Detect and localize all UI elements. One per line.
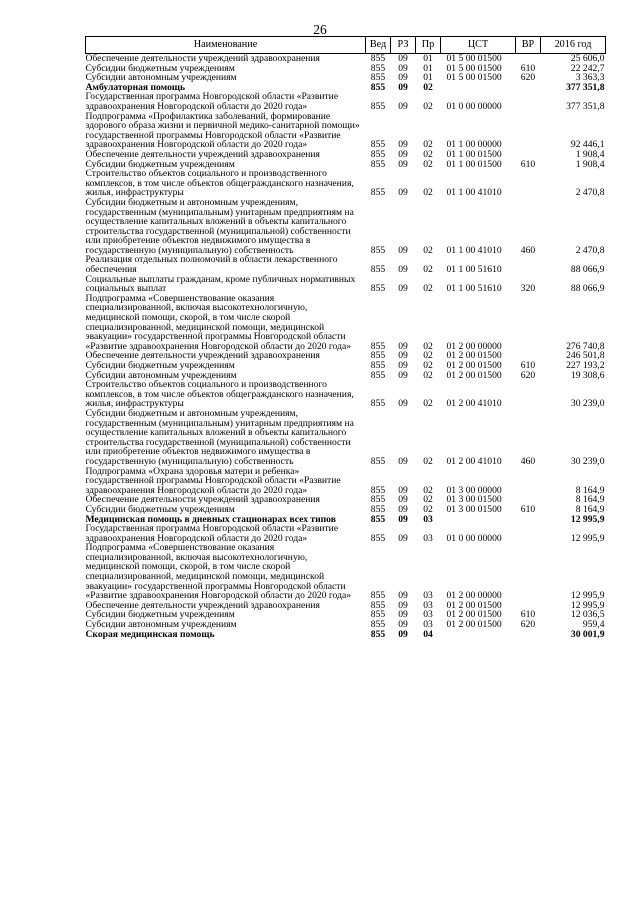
cell-ved: 855 bbox=[370, 513, 386, 525]
cell-vr: 620 bbox=[520, 72, 536, 84]
cell-pr: 02 bbox=[423, 158, 433, 170]
cell-sum: 276 740,8 bbox=[566, 340, 605, 352]
cell-cst: 01 5 00 01500 bbox=[446, 72, 502, 84]
cell-name: Подпрограмма «Совершенствование оказания специализированной, включая высокотехнологичную, медицинской помощи, скорой, в том числе скорой специализированной, медицинской помощи, медицинской эвакуации» государственной программы Новгородской области «Развитие здравоохранения Новгородской области до 2020 года» bbox=[85, 292, 352, 352]
cell-name: Подпрограмма «Совершенствование оказания специализированной, включая высокотехнологичную, медицинской помощи, скорой, в том числе скорой специализированной, медицинской помощи, медицинской эвакуации» государственной программы Новгородской области «Развитие здравоохранения Новгородской области до 2020 года» bbox=[85, 542, 352, 602]
cell-pr: 03 bbox=[423, 532, 433, 544]
cell-vr bbox=[516, 294, 541, 352]
cell-vr: 460 bbox=[520, 244, 536, 256]
cell-pr: 02 bbox=[423, 148, 433, 160]
cell-ved: 855 bbox=[370, 455, 386, 467]
cell-name: Субсидии бюджетным учреждениям bbox=[85, 62, 235, 74]
cell-pr: 03 bbox=[423, 619, 433, 631]
cell-vr bbox=[516, 112, 541, 150]
cell-pr: 03 bbox=[423, 599, 433, 611]
cell-sum: 12 995,9 bbox=[570, 590, 605, 602]
cell-rz: 09 bbox=[398, 609, 408, 621]
cell-ved: 855 bbox=[370, 369, 386, 381]
cell-rz: 09 bbox=[398, 340, 408, 352]
cell-rz: 09 bbox=[398, 264, 408, 276]
cell-rz: 09 bbox=[398, 398, 408, 410]
table-header-row bbox=[86, 37, 606, 54]
cell-name: Субсидии бюджетным и автономным учреждениям, государственным (муниципальным) унитарным предприятиям на осуществление капитальных вложений в объекты капитального строительства государственной (муниципальной) собственности или приобретение объектов недвижимого имущества в государственную (муниципальную) собственность bbox=[85, 196, 354, 256]
cell-ved: 855 bbox=[370, 148, 386, 160]
cell-sum: 30 001,9 bbox=[570, 628, 605, 640]
cell-name: Строительство объектов социального и производственного комплексов, в том числе объектов общегражданского назначения, жилья, инфраструктуры bbox=[85, 168, 354, 199]
cell-ved: 855 bbox=[370, 360, 386, 371]
cell-name: Субсидии автономным учреждениям bbox=[85, 369, 237, 381]
cell-sum: 2 470,8 bbox=[575, 244, 605, 256]
cell-name: Социальные выплаты гражданам, кроме публичных нормативных социальных выплат bbox=[85, 273, 356, 295]
cell-rz: 09 bbox=[398, 599, 408, 611]
cell-sum: 92 446,1 bbox=[570, 139, 605, 151]
table-row bbox=[86, 409, 606, 467]
cell-name: Обеспечение деятельности учреждений здравоохранения bbox=[85, 599, 320, 611]
cell-vr bbox=[516, 92, 541, 111]
cell-sum: 246 501,8 bbox=[566, 350, 605, 362]
cell-rz: 09 bbox=[398, 484, 408, 496]
cell-name: Субсидии бюджетным учреждениям bbox=[85, 158, 235, 170]
cell-rz: 09 bbox=[398, 244, 408, 256]
cell-ved: 855 bbox=[370, 340, 386, 352]
cell-rz: 09 bbox=[398, 513, 408, 525]
cell-cst: 01 1 00 51610 bbox=[446, 283, 502, 295]
cell-cst: 01 2 00 01500 bbox=[446, 609, 502, 621]
cell-cst: 01 3 00 01500 bbox=[446, 494, 502, 506]
cell-rz: 09 bbox=[398, 100, 408, 112]
cell-pr: 02 bbox=[423, 484, 433, 496]
cell-ved: 855 bbox=[370, 503, 386, 515]
cell-ved: 855 bbox=[370, 187, 386, 199]
cell-cst: 01 2 00 00000 bbox=[446, 590, 502, 602]
cell-sum: 25 606,0 bbox=[570, 53, 605, 64]
cell-sum: 19 308,6 bbox=[570, 369, 605, 381]
cell-sum: 1 908,4 bbox=[575, 158, 605, 170]
cell-name: Подпрограмма «Профилактика заболеваний, формирование здорового образа жизни и первичной медико-санитарной помощи» государственной программы Новгородской области «Развитие здравоохранения Новгородской области до 2020 года» bbox=[85, 110, 360, 151]
cell-ved: 855 bbox=[370, 628, 386, 640]
cell-vr bbox=[516, 83, 541, 93]
cell-cst: 01 1 00 41010 bbox=[446, 244, 502, 256]
cell-name: Государственная программа Новгородской области «Развитие здравоохранения Новгородской области до 2020 года» bbox=[85, 523, 339, 544]
cell-name: Строительство объектов социального и производственного комплексов, в том числе объектов общегражданского назначения, жилья, инфраструктуры bbox=[85, 379, 354, 410]
cell-cst: 01 3 00 00000 bbox=[446, 484, 502, 496]
cell-name: Субсидии бюджетным учреждениям bbox=[85, 609, 235, 621]
cell-pr: 02 bbox=[423, 360, 433, 371]
cell-pr: 02 bbox=[423, 494, 433, 506]
cell-sum: 12 995,9 bbox=[570, 532, 605, 544]
cell-vr: 610 bbox=[520, 609, 536, 621]
cell-cst: 01 2 00 41010 bbox=[446, 455, 502, 467]
cell-rz: 09 bbox=[398, 369, 408, 381]
cell-name: Амбулаторная помощь bbox=[85, 81, 186, 93]
table-body bbox=[86, 54, 606, 640]
cell-ved: 855 bbox=[370, 244, 386, 256]
cell-name: Медицинская помощь в дневных стационарах всех типов bbox=[85, 513, 336, 525]
cell-sum: 22 242,7 bbox=[570, 62, 605, 74]
column-header-ved: Вед bbox=[366, 37, 391, 54]
cell-ved: 855 bbox=[370, 619, 386, 631]
page-number: 26 bbox=[313, 22, 327, 37]
cell-ved: 855 bbox=[370, 158, 386, 170]
cell-vr: 610 bbox=[520, 62, 536, 74]
cell-ved: 855 bbox=[370, 62, 386, 74]
cell-name: Субсидии автономным учреждениям bbox=[85, 72, 237, 84]
cell-rz: 09 bbox=[398, 72, 408, 84]
cell-vr bbox=[516, 255, 541, 274]
cell-rz: 09 bbox=[398, 53, 408, 64]
cell-cst: 01 1 00 01500 bbox=[446, 148, 502, 160]
cell-cst: 01 2 00 01500 bbox=[446, 350, 502, 362]
cell-pr: 02 bbox=[423, 81, 433, 93]
cell-pr: 02 bbox=[423, 139, 433, 151]
cell-cst bbox=[441, 83, 516, 93]
cell-vr: 610 bbox=[520, 503, 536, 515]
column-header-pr: Пр bbox=[416, 37, 441, 54]
cell-cst bbox=[441, 515, 516, 525]
cell-pr: 02 bbox=[423, 187, 433, 199]
cell-sum: 30 239,0 bbox=[570, 455, 605, 467]
cell-rz: 09 bbox=[398, 360, 408, 371]
cell-vr: 460 bbox=[520, 455, 536, 467]
cell-sum: 12 995,9 bbox=[570, 599, 605, 611]
cell-pr: 04 bbox=[423, 628, 433, 640]
column-header-rz: РЗ bbox=[391, 37, 416, 54]
cell-sum: 12 036,5 bbox=[570, 609, 605, 621]
cell-rz: 09 bbox=[398, 62, 408, 74]
cell-pr: 02 bbox=[423, 100, 433, 112]
cell-vr bbox=[516, 515, 541, 525]
cell-rz: 09 bbox=[398, 81, 408, 93]
cell-pr: 02 bbox=[423, 455, 433, 467]
cell-vr: 620 bbox=[520, 369, 536, 381]
cell-rz: 09 bbox=[398, 494, 408, 506]
cell-rz: 09 bbox=[398, 619, 408, 631]
cell-ved: 855 bbox=[370, 283, 386, 295]
table-row bbox=[86, 169, 606, 198]
table-row bbox=[86, 294, 606, 352]
cell-ved: 855 bbox=[370, 599, 386, 611]
cell-sum: 377 351,8 bbox=[566, 100, 605, 112]
cell-ved: 855 bbox=[370, 139, 386, 151]
cell-cst: 01 1 00 41010 bbox=[446, 187, 502, 199]
cell-pr: 02 bbox=[423, 503, 433, 515]
cell-rz: 09 bbox=[398, 455, 408, 467]
cell-vr bbox=[516, 630, 541, 640]
cell-sum: 88 066,9 bbox=[570, 283, 605, 295]
cell-sum: 1 908,4 bbox=[575, 148, 605, 160]
cell-cst: 01 2 00 01500 bbox=[446, 599, 502, 611]
budget-table bbox=[85, 36, 606, 639]
table-row bbox=[86, 198, 606, 256]
cell-cst: 01 5 00 01500 bbox=[446, 62, 502, 74]
cell-cst: 01 2 00 01500 bbox=[446, 619, 502, 631]
cell-sum: 30 239,0 bbox=[570, 398, 605, 410]
cell-pr: 02 bbox=[423, 350, 433, 362]
cell-pr: 01 bbox=[423, 53, 433, 64]
cell-pr: 03 bbox=[423, 590, 433, 602]
table-row bbox=[86, 380, 606, 409]
cell-name: Государственная программа Новгородской области «Развитие здравоохранения Новгородской области до 2020 года» bbox=[85, 91, 339, 112]
cell-ved: 855 bbox=[370, 494, 386, 506]
cell-pr: 02 bbox=[423, 244, 433, 256]
cell-ved: 855 bbox=[370, 609, 386, 621]
cell-cst: 01 3 00 01500 bbox=[446, 503, 502, 515]
cell-name: Субсидии автономным учреждениям bbox=[85, 619, 237, 631]
cell-ved: 855 bbox=[370, 100, 386, 112]
column-header-cst: ЦСТ bbox=[441, 37, 516, 54]
cell-name: Подпрограмма «Охрана здоровья матери и ребенка» государственной программы Новгородской области «Развитие здравоохранения Новгородской области до 2020 года» bbox=[85, 465, 341, 496]
cell-pr: 01 bbox=[423, 72, 433, 84]
cell-pr: 02 bbox=[423, 340, 433, 352]
cell-cst: 01 0 00 00000 bbox=[446, 100, 502, 112]
cell-vr bbox=[516, 467, 541, 496]
cell-cst: 01 1 00 01500 bbox=[446, 158, 502, 170]
table-row bbox=[86, 255, 606, 274]
cell-cst bbox=[441, 630, 516, 640]
cell-pr: 01 bbox=[423, 62, 433, 74]
cell-sum: 8 164,9 bbox=[575, 484, 605, 496]
cell-cst: 01 1 00 00000 bbox=[446, 139, 502, 151]
cell-ved: 855 bbox=[370, 532, 386, 544]
cell-name: Субсидии бюджетным учреждениям bbox=[85, 503, 235, 515]
cell-name: Реализация отдельных полномочий в области лекарственного обеспечения bbox=[85, 254, 338, 276]
cell-vr: 610 bbox=[520, 360, 536, 371]
cell-name: Обеспечение деятельности учреждений здравоохранения bbox=[85, 494, 320, 506]
cell-pr: 02 bbox=[423, 264, 433, 276]
cell-pr: 03 bbox=[423, 609, 433, 621]
table-row bbox=[86, 92, 606, 111]
cell-ved: 855 bbox=[370, 81, 386, 93]
cell-cst: 01 5 00 01500 bbox=[446, 53, 502, 64]
cell-vr: 620 bbox=[520, 619, 536, 631]
cell-cst: 01 2 00 01500 bbox=[446, 369, 502, 381]
cell-pr: 02 bbox=[423, 369, 433, 381]
cell-cst: 01 2 00 01500 bbox=[446, 360, 502, 371]
cell-sum: 959,4 bbox=[582, 619, 605, 631]
cell-name: Субсидии бюджетным учреждениям bbox=[85, 360, 235, 371]
cell-rz: 09 bbox=[398, 158, 408, 170]
cell-cst: 01 2 00 00000 bbox=[446, 340, 502, 352]
cell-vr bbox=[516, 524, 541, 543]
cell-rz: 09 bbox=[398, 283, 408, 295]
cell-cst: 01 0 00 00000 bbox=[446, 532, 502, 544]
cell-rz: 09 bbox=[398, 628, 408, 640]
table-row bbox=[86, 275, 606, 294]
cell-sum: 8 164,9 bbox=[575, 494, 605, 506]
column-header-year: 2016 год bbox=[541, 37, 606, 54]
cell-pr: 02 bbox=[423, 283, 433, 295]
cell-sum: 3 363,3 bbox=[575, 72, 605, 84]
column-header-name: Наименование bbox=[86, 37, 366, 54]
cell-ved: 855 bbox=[370, 484, 386, 496]
cell-ved: 855 bbox=[370, 264, 386, 276]
cell-rz: 09 bbox=[398, 187, 408, 199]
cell-name: Обеспечение деятельности учреждений здравоохранения bbox=[85, 148, 320, 160]
column-header-vr: ВР bbox=[516, 37, 541, 54]
cell-sum: 88 066,9 bbox=[570, 264, 605, 276]
cell-name: Субсидии бюджетным и автономным учреждениям, государственным (муниципальным) унитарным предприятиям на осуществление капитальных вложений в объекты капитального строительства государственной (муниципальной) собственности или приобретение объектов недвижимого имущества в государственную (муниципальную) собственность bbox=[85, 407, 354, 467]
cell-pr: 02 bbox=[423, 398, 433, 410]
cell-pr: 03 bbox=[423, 513, 433, 525]
cell-sum: 8 164,9 bbox=[575, 503, 605, 515]
cell-cst: 01 1 00 51610 bbox=[446, 264, 502, 276]
table-row bbox=[86, 543, 606, 601]
cell-ved: 855 bbox=[370, 398, 386, 410]
cell-name: Обеспечение деятельности учреждений здравоохранения bbox=[85, 350, 320, 362]
cell-rz: 09 bbox=[398, 503, 408, 515]
cell-vr bbox=[516, 169, 541, 198]
cell-cst: 01 2 00 41010 bbox=[446, 398, 502, 410]
cell-name: Скорая медицинская помощь bbox=[85, 628, 215, 640]
cell-vr bbox=[516, 380, 541, 409]
cell-rz: 09 bbox=[398, 590, 408, 602]
cell-sum: 227 193,2 bbox=[566, 360, 605, 371]
cell-name: Обеспечение деятельности учреждений здравоохранения bbox=[85, 53, 320, 64]
cell-ved: 855 bbox=[370, 350, 386, 362]
cell-sum: 2 470,8 bbox=[575, 187, 605, 199]
cell-rz: 09 bbox=[398, 532, 408, 544]
cell-rz: 09 bbox=[398, 139, 408, 151]
cell-vr: 320 bbox=[520, 283, 536, 295]
cell-sum: 12 995,9 bbox=[570, 513, 605, 525]
cell-vr: 610 bbox=[520, 158, 536, 170]
cell-ved: 855 bbox=[370, 72, 386, 84]
table-row bbox=[86, 630, 606, 640]
cell-ved: 855 bbox=[370, 590, 386, 602]
cell-rz: 09 bbox=[398, 148, 408, 160]
cell-sum: 377 351,8 bbox=[566, 81, 605, 93]
cell-ved: 855 bbox=[370, 53, 386, 64]
table-row bbox=[86, 467, 606, 496]
cell-rz: 09 bbox=[398, 350, 408, 362]
table-row bbox=[86, 112, 606, 150]
cell-vr bbox=[516, 543, 541, 601]
table-row bbox=[86, 524, 606, 543]
